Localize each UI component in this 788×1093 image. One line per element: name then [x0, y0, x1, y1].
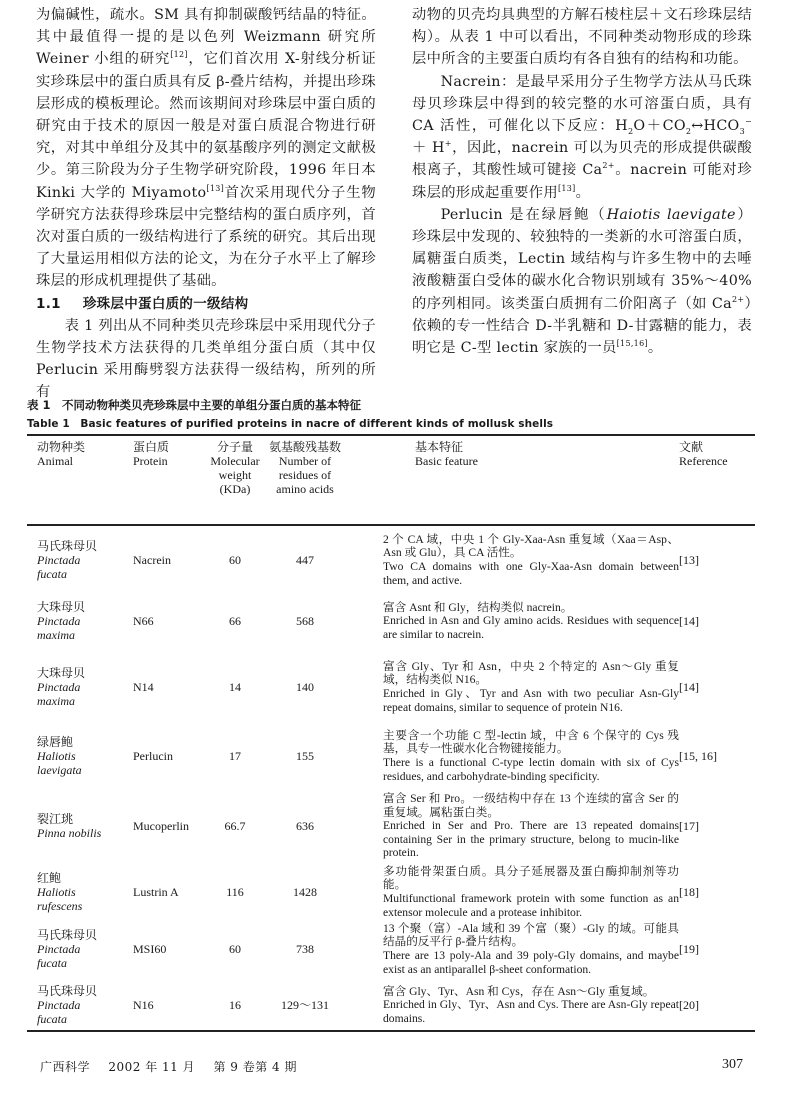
right-column [412, 4, 752, 359]
cell-residues: 129～131 [280, 998, 329, 1012]
cell-molecular-weight: 66.7 [224, 819, 246, 833]
table-row [27, 790, 755, 862]
cell-animal: 大珠母贝 Pinctada maxima [37, 600, 86, 642]
cell-reference: [14] [679, 614, 699, 628]
cell-reference: [17] [679, 819, 699, 833]
citation: [12] [170, 50, 188, 60]
cell-protein: N16 [133, 998, 154, 1012]
header-animal: 动物种类 Animal [37, 440, 86, 468]
cell-molecular-weight: 60 [229, 942, 241, 956]
table-row [27, 597, 755, 645]
header-reference: 文献 Reference [679, 440, 728, 468]
header-feature: 基本特征 Basic feature [415, 440, 478, 468]
table-bottom-rule [27, 1030, 755, 1032]
cell-feature: 富含 Gly、Tyr、Asn 和 Cys，存在 Asn～Gly 重复域。 Enriched in Gly、Tyr、Asn and Cys. There are Asn-Gly repeat domains. [383, 984, 679, 1025]
cell-molecular-weight: 17 [229, 749, 241, 763]
cell-reference: [13] [679, 553, 699, 567]
cell-animal: 裂江珧 Pinna nobilis [37, 812, 102, 840]
table-caption-en: Table 1 Basic features of purified proteins in nacre of different kinds of mollusk shells [27, 418, 554, 430]
cell-feature: 2 个 CA 域，中央 1 个 Gly-Xaa-Asn 重复域（Xaa＝Asp、Asn 或 Glu），具 CA 活性。 Two CA domains with one Gly-Xaa-Asn domain between them, and active. [383, 532, 679, 587]
paragraph: 动物的贝壳均具典型的方解石棱柱层＋文石珍珠层结构）。从表 1 中可以看出，不同种类动物形成的珍珠层中所含的主要蛋白质均有各自独有的结构和功能。 [412, 7, 752, 68]
table-row [27, 727, 755, 785]
citation: [13] [557, 183, 576, 193]
cell-residues: 636 [296, 819, 314, 833]
cell-molecular-weight: 66 [229, 614, 241, 628]
cell-protein: MSI60 [133, 942, 167, 956]
cell-residues: 1428 [293, 885, 317, 899]
cell-residues: 140 [296, 680, 314, 694]
cell-molecular-weight: 16 [229, 998, 241, 1012]
page-number: 307 [722, 1057, 743, 1072]
header-protein: 蛋白质 Protein [133, 440, 170, 468]
paragraph: Nacrein：是最早采用分子生物学方法从马氏珠母贝珍珠层中得到的较完整的水可溶蛋白质，具有 CA 活性，可催化以下反应：$H_2O+CO_2\leftrightarrow HCO_3^- + H^+$，因此，nacrein 可以为贝壳的形成提供碳酸根离子，其酸性域可键接 $Ca^{2+}$。nacrein 可能对珍珠层的形成起重要作用[13]。 [412, 73, 752, 201]
cell-animal: 红鲍 Haliotis rufescens [37, 871, 83, 913]
cell-protein: Mucoperlin [133, 819, 189, 833]
paragraph: Perlucin 是在绿唇鲍（Haiotis laevigate）珍珠层中发现的、较独特的一类新的水可溶蛋白质，属糖蛋白质类，Lectin 域结构与许多生物中的去唾液酸糖蛋白受体的碳水化合物识别域有 35%～40%的序列相同。该类蛋白质拥有二价阳离子（如 $Ca^{2+}$）依赖的专一性结合 D-半乳糖和 D-甘露糖的能力，表明它是 C-型 lectin 家族的一员[15,16]。 [412, 206, 753, 357]
table-row [27, 530, 755, 590]
cell-animal: 马氏珠母贝 Pinctada fucata [37, 928, 98, 970]
left-column [36, 4, 376, 404]
table-row [27, 651, 755, 723]
citation: [13] [206, 183, 225, 193]
cell-reference: [15, 16] [679, 749, 717, 763]
cell-protein: N14 [133, 680, 154, 694]
cell-protein: N66 [133, 614, 154, 628]
section-heading: 1.1 珍珠层中蛋白质的一级结构 [36, 295, 249, 312]
cell-feature: 多功能骨架蛋白质。具分子延展器及蛋白酶抑制剂等功能。 Multifunctional framework protein with some function as an extensor molecule and a protease inhibitor. [383, 864, 679, 919]
cell-molecular-weight: 60 [229, 553, 241, 567]
journal-name: 广西科学 [40, 1060, 91, 1074]
page-footer [40, 1058, 311, 1075]
cell-reference: [20] [679, 998, 699, 1012]
header-residues: 氨基酸残基数 Number of residues of amino acids [268, 440, 341, 496]
issue-volume: 第 9 卷第 4 期 [213, 1060, 297, 1074]
cell-reference: [14] [679, 680, 699, 694]
cell-animal: 绿唇鲍 Haliotis laevigata [37, 735, 82, 777]
table-top-rule [27, 434, 755, 436]
cell-animal: 大珠母贝 Pinctada maxima [37, 666, 86, 708]
cell-feature: 富含 Asnt 和 Gly，结构类似 nacrein。 Enriched in Asn and Gly amino acids. Residues with sequence are similar to nacrein. [383, 600, 679, 641]
cell-protein: Lustrin A [133, 885, 179, 899]
citation: [15,16] [616, 339, 648, 349]
table-caption-cn: 表 1 不同动物种类贝壳珍珠层中主要的单组分蛋白质的基本特征 [27, 398, 362, 412]
cell-residues: 738 [296, 942, 314, 956]
table-row [27, 984, 755, 1026]
cell-residues: 568 [296, 614, 314, 628]
cell-molecular-weight: 116 [226, 885, 244, 899]
cell-feature: 富含 Ser 和 Pro。一级结构中存在 13 个连续的富含 Ser 的重复域。属粘蛋白类。 Enriched in Ser and Pro. There are 13 repeated domains containing Ser in the primary structure, belong to mucin-like protein. [383, 792, 679, 860]
cell-protein: Perlucin [133, 749, 173, 763]
table-row [27, 864, 755, 919]
cell-residues: 447 [296, 553, 314, 567]
table-header-rule [27, 524, 755, 526]
issue-date: 2002 年 11 月 [108, 1060, 196, 1074]
paragraph: 表 1 列出从不同种类贝壳珍珠层中采用现代分子生物学技术方法获得的几类单组分蛋白质（其中仅 Perlucin 采用酶劈裂方法获得一级结构，所列的所有 [36, 317, 376, 401]
cell-feature: 富含 Gly、Tyr 和 Asn，中央 2 个特定的 Asn～Gly 重复域，结构类似 N16。 Enriched in Gly、Tyr and Asn with two peculiar Asn-Gly repeat domains, similar to sequence of protein N16. [383, 659, 679, 714]
cell-reference: [18] [679, 885, 699, 899]
cell-molecular-weight: 14 [229, 680, 241, 694]
cell-feature: 主要含一个功能 C 型-lectin 域，中含 6 个保守的 Cys 残基，具专一性碳水化合物键接能力。 There is a functional C-type lectin domain with six of Cys residues, and carbohydrate-binding specificity. [383, 728, 679, 783]
cell-protein: Nacrein [133, 553, 171, 567]
cell-animal: 马氏珠母贝 Pinctada fucata [37, 539, 98, 581]
table-row [27, 921, 755, 977]
cell-residues: 155 [296, 749, 314, 763]
cell-feature: 13 个聚（富）-Ala 域和 39 个富（聚）-Gly 的域。可能具结晶的反平行 β-叠片结构。 There are 13 poly-Ala and 39 poly-Gly domains, and maybe exist as an antiparallel β-sheet conformation. [383, 921, 679, 976]
header-molecular-weight: 分子量 Molecular weight (KDa) [210, 440, 260, 496]
cell-reference: [19] [679, 942, 699, 956]
paragraph: 为偏碱性，疏水。SM 具有抑制碳酸钙结晶的特征。其中最值得一提的是以色列 Weizmann 研究所 Weiner 小组的研究[12]，它们首次用 X-射线分析证实珍珠层中的蛋白质具有反 β-叠片结构，并提出珍珠层形成的模板理论。然而该期间对珍珠层中蛋白质的研究由于技术的原因一般是对蛋白质混合物进行研究，对其中单组分及其中的氨基酸序列的测定文献极少。第三阶段为分子生物学研究阶段，1996 年日本 Kinki 大学的 Miyamoto[13]首次采用现代分子生物学研究方法获得珍珠层中完整结构的蛋白质序列，首次对蛋白质的一级结构进行了系统的研究。其后出现了大量运用相似方法的论文，为在分子水平上了解珍珠层的形成机理提供了基础。 [36, 7, 376, 290]
cell-animal: 马氏珠母贝 Pinctada fucata [37, 984, 98, 1026]
